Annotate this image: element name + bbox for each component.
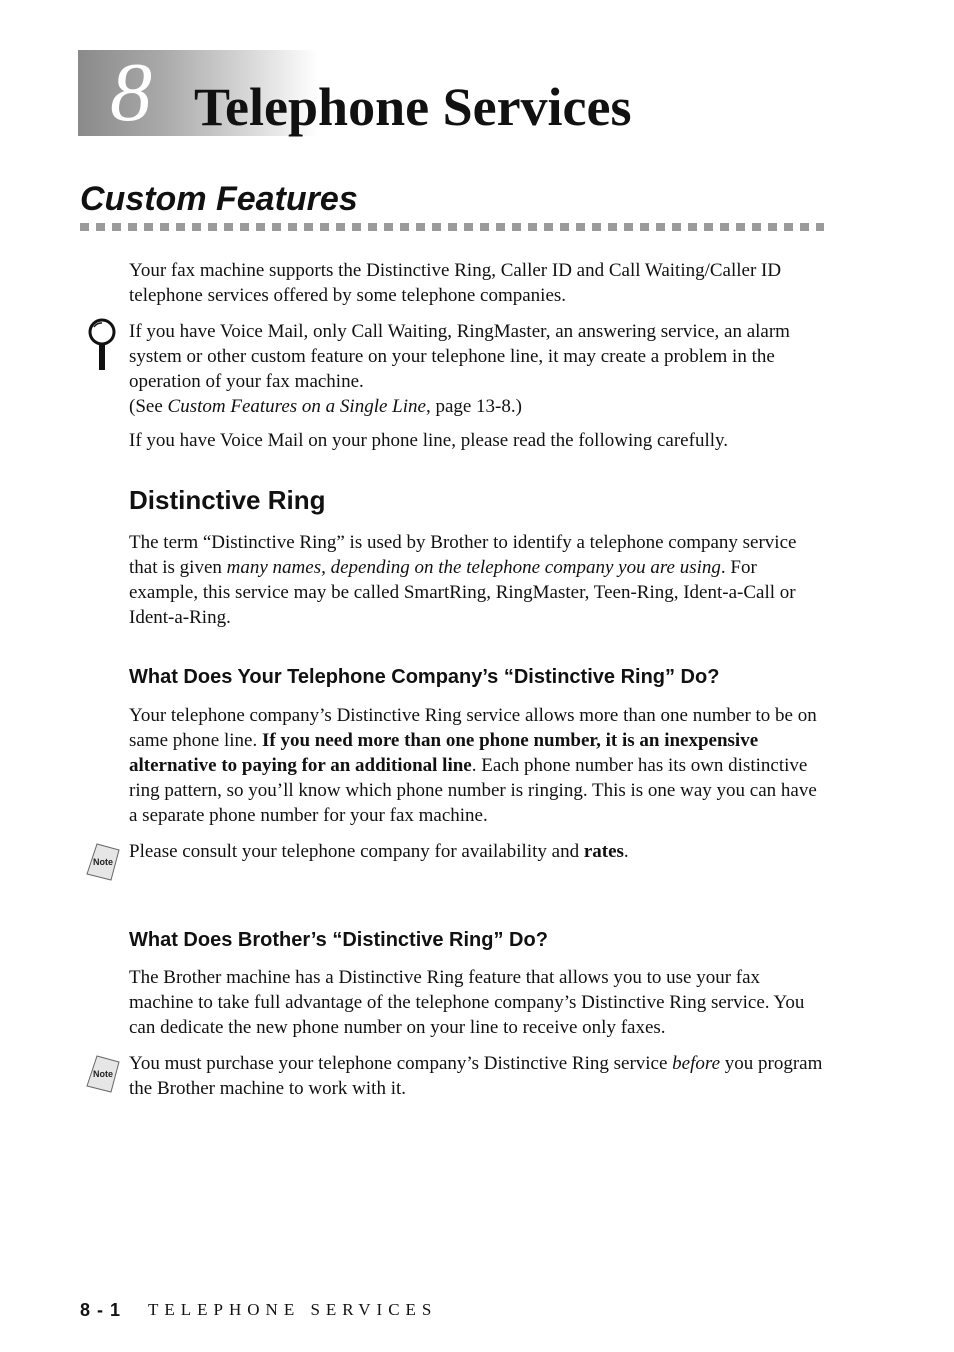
intro-paragraph: Your fax machine supports the Distinctive Ring, Caller ID and Call Waiting/Caller ID telephone services offered by some telephone companies. — [129, 260, 782, 306]
svg-text:Note: Note — [93, 857, 113, 867]
tip-paragraph — [129, 319, 829, 419]
telco-note-text-c: . — [623, 841, 629, 862]
tip-see-prefix: (See — [129, 396, 168, 417]
footer-running-title: TELEPHONE SERVICES — [148, 1300, 438, 1319]
brother-note-text-a: You must purchase your telephone company’s Distinctive Ring service — [129, 1053, 673, 1074]
telco-note — [129, 839, 829, 864]
section-title: Custom Features — [80, 180, 358, 218]
telco-note-bold: rates — [583, 841, 624, 862]
distinctive-ring-text-a: The term “Distinctive Ring” is used by Brother to identify a telephone company service that is given — [129, 532, 797, 578]
voice-mail-paragraph: If you have Voice Mail on your phone line, please read the following carefully. — [129, 430, 729, 451]
distinctive-ring-text-c: . For example, this service may be called SmartRing, RingMaster, Teen-Ring, Ident-a-Call or Ident-a-Ring. — [129, 557, 796, 628]
note-icon — [85, 1054, 121, 1094]
brother-note-italic: before — [672, 1053, 721, 1074]
chapter-number: 8 — [110, 46, 152, 139]
telco-heading: What Does Your Telephone Company’s “Distinctive Ring” Do? — [129, 666, 720, 688]
distinctive-ring-paragraph — [129, 530, 829, 630]
distinctive-ring-heading: Distinctive Ring — [129, 485, 326, 515]
brother-paragraph: The Brother machine has a Distinctive Ring feature that allows you to use your fax machine to take full advantage of the telephone company’s Distinctive Ring service. You can dedicate the new phone number on your line to receive only faxes. — [129, 967, 805, 1038]
brother-note — [129, 1051, 829, 1101]
footer-page-number: 8 - 1 — [80, 1300, 122, 1320]
telco-paragraph — [129, 703, 829, 828]
brother-note-text-c: you program the Brother machine to work with it. — [129, 1053, 823, 1099]
chapter-title: Telephone Services — [194, 77, 632, 137]
telco-text-c: . Each phone number has its own distinctive ring pattern, so you’ll know which phone number is ringing. This is one way you can have a separate phone number for your fax machine. — [129, 755, 817, 826]
magnifier-tip-icon — [86, 318, 118, 372]
tip-see-reference: Custom Features on a Single Line — [167, 396, 426, 417]
note-icon — [85, 842, 121, 882]
tip-text: If you have Voice Mail, only Call Waiting, RingMaster, an answering service, an alarm system or other custom feature on your telephone line, it may create a problem in the operation of your fax machine. — [129, 321, 790, 392]
telco-text-a: Your telephone company’s Distinctive Ring service allows more than one number to be on same phone line. — [129, 705, 817, 751]
section-divider — [80, 223, 824, 231]
telco-note-text-a: Please consult your telephone company for availability and — [129, 841, 584, 862]
telco-text-bold: If you need more than one phone number, it is an inexpensive alternative to paying for an additional line — [129, 730, 759, 776]
distinctive-ring-text-italic: many names, depending on the telephone company you are using — [226, 557, 721, 578]
tip-see-suffix: , page 13-8.) — [425, 396, 522, 417]
brother-heading: What Does Brother’s “Distinctive Ring” Do? — [129, 929, 548, 951]
svg-text:Note: Note — [93, 1069, 113, 1079]
